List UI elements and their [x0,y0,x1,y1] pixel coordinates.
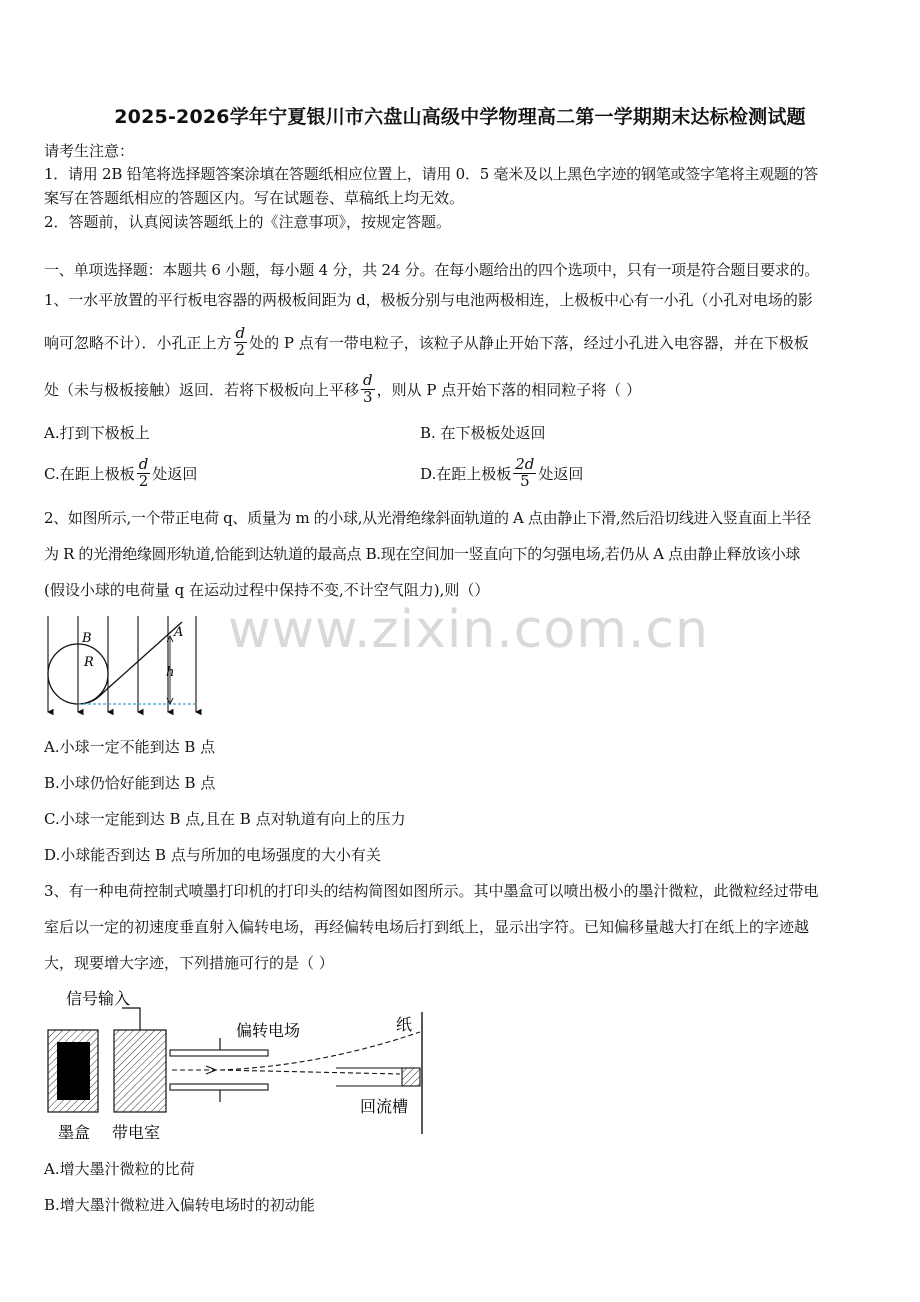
q2-line-2: 为 R 的光滑绝缘圆形轨道,恰能到达轨道的最高点 B.现在空间加一竖直向下的匀强电场,若仍从 A 点由静止释放该小球 [44,545,800,563]
q1-line-2-a: 响可忽略不计）．小孔正上方 [44,333,232,352]
q1-line-1: 1、一水平放置的平行板电容器的两极板间距为 d，极板分别与电池两极相连，上极板中心有一小孔（小孔对电场的影 [44,291,813,309]
q3-line-2: 室后以一定的初速度垂直射入偏转电场，再经偏转电场后打到纸上，显示出字符。已知偏移量越大打在纸上的字迹越 [44,918,810,936]
label-ink-box: 墨盒 [58,1123,91,1142]
q3-figure [40,982,440,1144]
q2-line-1: 2、如图所示,一个带正电荷 q、质量为 m 的小球,从光滑绝缘斜面轨道的 A 点由静止下滑,然后沿切线进入竖直面上半径 [44,509,811,527]
label-paper: 纸 [396,1015,413,1034]
charge-chamber [114,1030,166,1112]
signal-wire [122,1008,140,1030]
label-signal-input: 信号输入 [66,989,131,1008]
q1-option-d-text-b: 处返回 [538,464,584,483]
q1-option-c-text-a: C.在距上极板 [44,464,135,483]
q1-line-2 [44,321,809,363]
label-h: h [166,665,175,680]
q1-line-2-b: 处的 P 点有一带电粒子，该粒子从静止开始下落，经过小孔进入电容器，并在下极板 [249,333,809,352]
section-heading: 一、单项选择题：本题共 6 小题，每小题 4 分，共 24 分。在每小题给出的四个选项中，只有一项是符合题目要求的。 [44,261,820,279]
page-title: 2025-2026学年宁夏银川市六盘山高级中学物理高二第一学期期末达标检测试题 [114,106,806,128]
q2-option-c: C.小球一定能到达 B 点,且在 B 点对轨道有向上的压力 [44,810,406,828]
ink-box-core [57,1042,90,1100]
q3-line-3: 大，现要增大字迹，下列措施可行的是（ ） [44,954,334,972]
q2-line-3: (假设小球的电荷量 q 在运动过程中保持不变,不计空气阻力),则（） [44,581,490,599]
q2-figure [40,612,210,724]
watermark: www.zixin.com.cn [228,600,709,660]
q1-option-c-fraction: $\frac{d}{2}$ [138,454,149,490]
q2-option-a: A.小球一定不能到达 B 点 [44,738,216,756]
notice-item-2: 2．答题前，认真阅读答题纸上的《注意事项》，按规定答题。 [44,213,452,231]
label-a: A [174,625,184,640]
label-b: B [82,631,92,646]
notice-item-1a: 1．请用 2B 铅笔将选择题答案涂填在答题纸相应位置上，请用 0．5 毫米及以上黑色字迹的钢笔或签字笔将主观题的答 [44,165,819,183]
q1-line-3 [44,368,641,410]
label-charge-chamber: 带电室 [112,1123,161,1142]
q1-option-d-text-a: D.在距上极板 [420,464,512,483]
label-gutter: 回流槽 [360,1097,409,1116]
q2-option-b: B.小球仍恰好能到达 B 点 [44,774,216,792]
notice-item-1b: 案写在答题纸相应的答题区内。写在试题卷、草稿纸上均无效。 [44,189,465,207]
gutter-block [402,1068,420,1086]
q1-line-3-b: ，则从 P 点开始下落的相同粒子将（ ） [376,380,642,399]
q3-line-1: 3、有一种电荷控制式喷墨打印机的打印头的结构简图如图所示。其中墨盒可以喷出极小的墨汁微粒，此微粒经过带电 [44,882,819,900]
q1-line-3-a: 处（未与极板接触）返回．若将下极板向上平移 [44,380,360,399]
label-r: R [84,655,94,670]
q1-option-b: B. 在下极板处返回 [420,424,546,442]
q3-option-a: A.增大墨汁微粒的比荷 [44,1160,195,1178]
upper-plate [170,1050,268,1056]
q1-option-c-text-b: 处返回 [152,464,198,483]
q1-fraction-d-over-3: $\frac{d}{3}$ [363,370,373,406]
q1-option-a: A.打到下极板上 [44,424,150,442]
q1-option-d-fraction: $\frac{2d}{5}$ [515,454,535,490]
label-deflection-field: 偏转电场 [236,1021,301,1040]
q1-option-c [44,452,197,494]
q3-option-b: B.增大墨汁微粒进入偏转电场时的初动能 [44,1196,315,1214]
lower-plate [170,1084,268,1090]
notice-heading: 请考生注意： [44,142,135,160]
q2-option-d: D.小球能否到达 B 点与所加的电场强度的大小有关 [44,846,381,864]
q1-fraction-d-over-2: $\frac{d}{2}$ [235,323,246,359]
q1-option-d [420,452,583,494]
